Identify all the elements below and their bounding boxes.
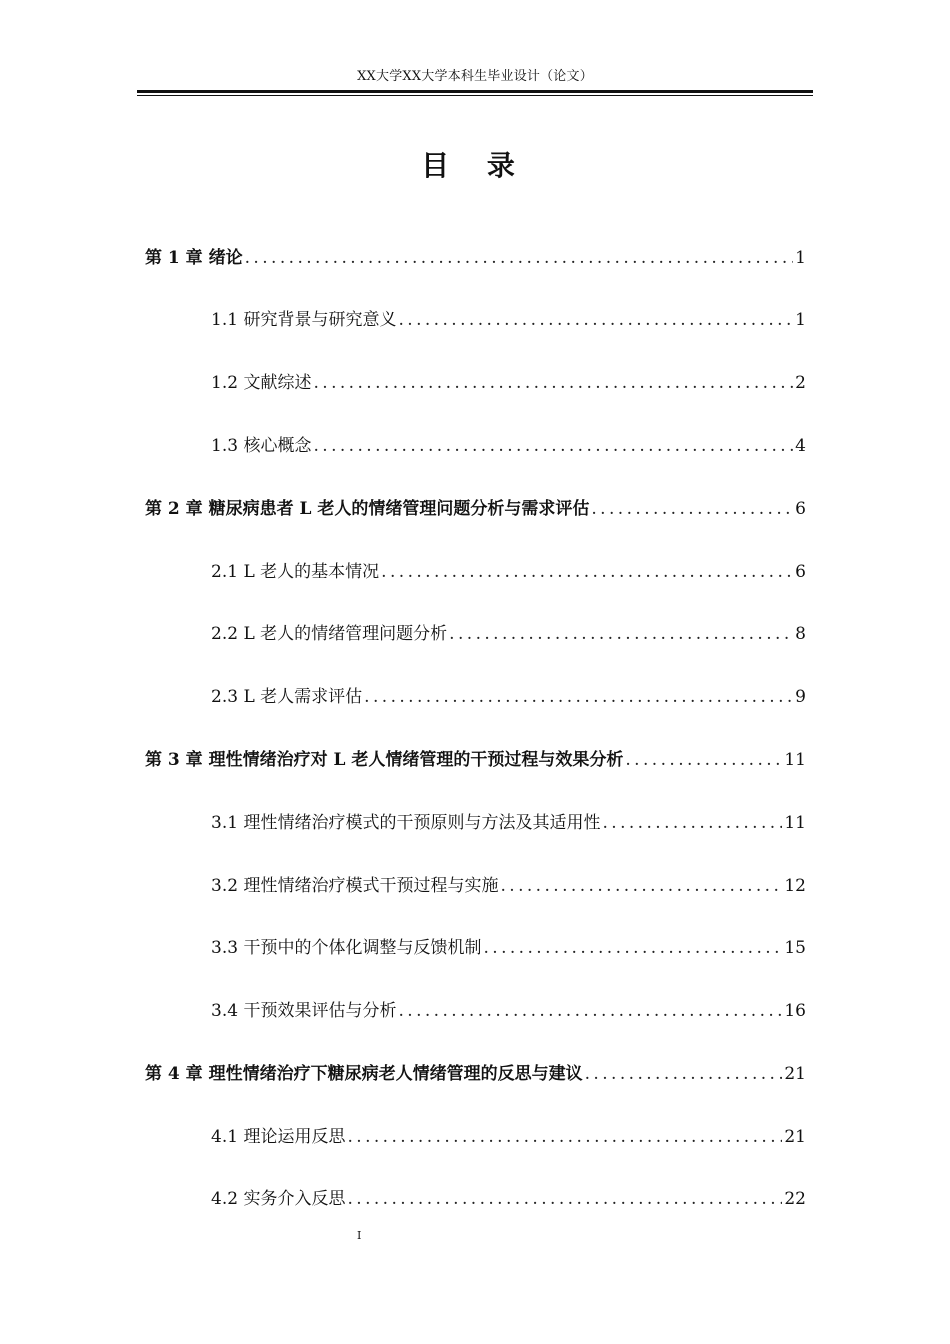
toc-entry-chapter-1[interactable] (145, 246, 806, 270)
toc-entry-label: 3.1 理性情绪治疗模式的干预原则与方法及其适用性 (211, 813, 601, 833)
toc-dot-leader (602, 811, 782, 835)
running-header: XX大学XX大学本科生毕业设计（论文） (357, 69, 593, 84)
page-title: 目 录 (421, 149, 529, 182)
toc-entry-chapter-2[interactable] (145, 497, 806, 521)
toc-dot-leader (483, 936, 782, 960)
toc-entry-section-1-1[interactable] (211, 308, 806, 332)
toc-entry-chapter-4[interactable] (145, 1062, 806, 1086)
toc-dot-leader (625, 748, 782, 772)
toc-dot-leader (585, 1062, 783, 1086)
toc-dot-leader (245, 246, 794, 270)
toc-dot-leader (347, 1187, 782, 1211)
toc-entry-label: 1.3 核心概念 (211, 436, 312, 456)
toc-dot-leader (313, 434, 793, 458)
toc-dot-leader (364, 685, 793, 709)
toc-entry-page: 8 (795, 624, 806, 644)
page-number: I (357, 1229, 362, 1242)
toc-entry-section-1-3[interactable] (211, 434, 806, 458)
toc-entry-label: 2.1 L 老人的基本情况 (211, 562, 380, 582)
toc-entry-section-4-2[interactable] (211, 1187, 806, 1211)
toc-entry-label: 第 1 章 绪论 (145, 248, 243, 268)
toc-entry-label: 4.2 实务介入反思 (211, 1189, 346, 1209)
toc-entry-label: 4.1 理论运用反思 (211, 1127, 346, 1147)
toc-dot-leader (398, 308, 793, 332)
toc-entry-page: 21 (784, 1064, 806, 1084)
toc-entry-page: 11 (784, 813, 806, 833)
toc-entry-page: 9 (795, 687, 806, 707)
toc-entry-page: 21 (784, 1127, 806, 1147)
toc-entry-label: 2.3 L 老人需求评估 (211, 687, 363, 707)
toc-dot-leader (398, 999, 782, 1023)
toc-entry-chapter-3[interactable] (145, 748, 806, 772)
toc-dot-leader (591, 497, 793, 521)
toc-entry-section-2-2[interactable] (211, 622, 806, 646)
toc-entry-page: 4 (795, 436, 806, 456)
toc-entry-label: 第 4 章 理性情绪治疗下糖尿病老人情绪管理的反思与建议 (145, 1064, 583, 1084)
toc-entry-label: 第 3 章 理性情绪治疗对 L 老人情绪管理的干预过程与效果分析 (145, 750, 624, 770)
toc-entry-page: 12 (784, 876, 806, 896)
toc-dot-leader (313, 371, 793, 395)
toc-entry-label: 1.2 文献综述 (211, 373, 312, 393)
toc-entry-label: 2.2 L 老人的情绪管理问题分析 (211, 624, 448, 644)
toc-entry-section-2-1[interactable] (211, 560, 806, 584)
toc-entry-section-3-1[interactable] (211, 811, 806, 835)
toc-entry-section-2-3[interactable] (211, 685, 806, 709)
toc-entry-label: 3.2 理性情绪治疗模式干预过程与实施 (211, 876, 499, 896)
toc-entry-section-3-3[interactable] (211, 936, 806, 960)
toc-dot-leader (347, 1125, 782, 1149)
toc-entry-page: 6 (795, 562, 806, 582)
toc-entry-section-3-2[interactable] (211, 874, 806, 898)
toc-entry-label: 3.3 干预中的个体化调整与反馈机制 (211, 938, 482, 958)
toc-dot-leader (500, 874, 782, 898)
toc-entry-section-4-1[interactable] (211, 1125, 806, 1149)
toc-entry-page: 6 (795, 499, 806, 519)
toc-entry-label: 1.1 研究背景与研究意义 (211, 310, 397, 330)
toc-entry-page: 1 (795, 310, 806, 330)
toc-entry-page: 11 (784, 750, 806, 770)
toc-entry-page: 15 (784, 938, 806, 958)
toc-entry-label: 第 2 章 糖尿病患者 L 老人的情绪管理问题分析与需求评估 (145, 499, 590, 519)
toc-entry-page: 22 (784, 1189, 806, 1209)
toc-entry-section-3-4[interactable] (211, 999, 806, 1023)
toc-entry-page: 16 (784, 1001, 806, 1021)
toc-entry-page: 2 (795, 373, 806, 393)
toc-entry-label: 3.4 干预效果评估与分析 (211, 1001, 397, 1021)
toc-entry-page: 1 (795, 248, 806, 268)
toc-dot-leader (381, 560, 793, 584)
toc-dot-leader (449, 622, 793, 646)
toc-entry-section-1-2[interactable] (211, 371, 806, 395)
